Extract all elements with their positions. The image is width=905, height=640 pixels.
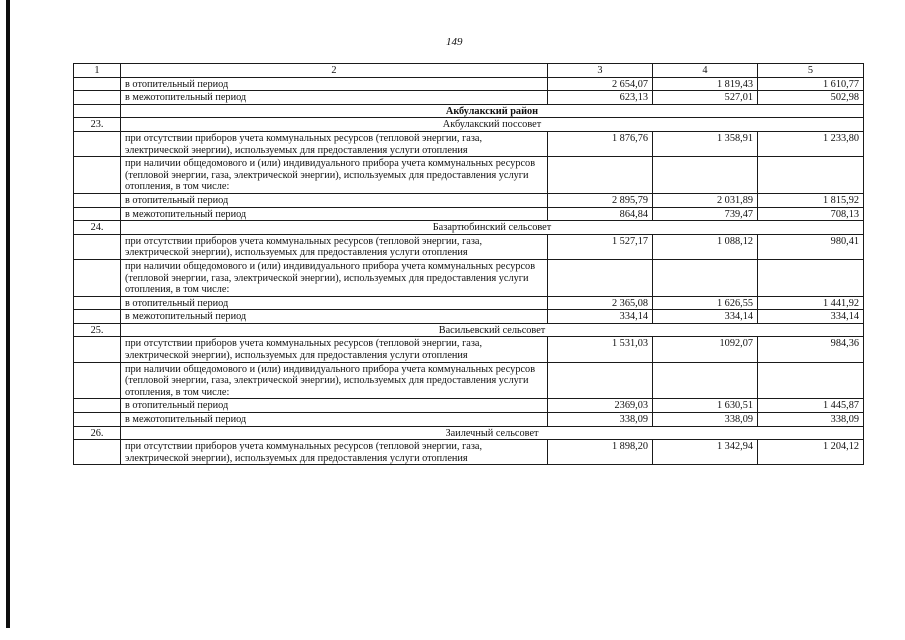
column-number-5: 5 xyxy=(758,64,864,78)
value-col-3: 338,09 xyxy=(548,413,653,427)
row-description: при отсутствии приборов учета коммунальных ресурсов (тепловой энергии, газа, электрической энергии), используемых для предоставления услуги отопления xyxy=(121,440,548,465)
value-col-3 xyxy=(548,259,653,296)
table-row xyxy=(74,296,864,310)
value-col-4 xyxy=(653,157,758,194)
value-col-5: 1 204,12 xyxy=(758,440,864,465)
row-index: 24. xyxy=(74,221,121,235)
value-col-4: 527,01 xyxy=(653,91,758,105)
value-col-5 xyxy=(758,259,864,296)
value-col-4: 1 819,43 xyxy=(653,77,758,91)
table-row xyxy=(74,413,864,427)
row-description: в межотопительный период xyxy=(121,310,548,324)
settlement-name: Акбулакский поссовет xyxy=(121,118,864,132)
index-cell xyxy=(74,91,121,105)
index-cell xyxy=(74,104,121,118)
value-col-5: 1 445,87 xyxy=(758,399,864,413)
value-col-3: 2 654,07 xyxy=(548,77,653,91)
value-col-3: 1 531,03 xyxy=(548,337,653,362)
district-name: Акбулакский район xyxy=(121,104,864,118)
value-col-5: 338,09 xyxy=(758,413,864,427)
row-description: при наличии общедомового и (или) индивидуального прибора учета коммунальных ресурсов (тепловой энергии, газа, электрической энергии), используемых для предоставления услуги отопления, в том числе: xyxy=(121,362,548,399)
value-col-4: 338,09 xyxy=(653,413,758,427)
value-col-3: 2369,03 xyxy=(548,399,653,413)
index-cell xyxy=(74,413,121,427)
value-col-4: 1 630,51 xyxy=(653,399,758,413)
table-row xyxy=(74,91,864,105)
row-description: в межотопительный период xyxy=(121,413,548,427)
index-cell xyxy=(74,77,121,91)
value-col-4: 1 626,55 xyxy=(653,296,758,310)
settlement-heading-row xyxy=(74,426,864,440)
value-col-5: 980,41 xyxy=(758,234,864,259)
value-col-5: 334,14 xyxy=(758,310,864,324)
row-description: в отопительный период xyxy=(121,296,548,310)
page-number: 149 xyxy=(446,36,463,48)
index-cell xyxy=(74,310,121,324)
index-cell xyxy=(74,399,121,413)
row-description: при отсутствии приборов учета коммунальных ресурсов (тепловой энергии, газа, электрической энергии), используемых для предоставления услуги отопления xyxy=(121,337,548,362)
row-description: в отопительный период xyxy=(121,399,548,413)
value-col-5: 1 610,77 xyxy=(758,77,864,91)
value-col-3: 1 876,76 xyxy=(548,131,653,156)
column-number-2: 2 xyxy=(121,64,548,78)
value-col-3: 2 365,08 xyxy=(548,296,653,310)
index-cell xyxy=(74,193,121,207)
index-cell xyxy=(74,337,121,362)
table-row xyxy=(74,440,864,465)
settlement-heading-row xyxy=(74,221,864,235)
row-description: при отсутствии приборов учета коммунальных ресурсов (тепловой энергии, газа, электрической энергии), используемых для предоставления услуги отопления xyxy=(121,234,548,259)
index-cell xyxy=(74,207,121,221)
value-col-5: 708,13 xyxy=(758,207,864,221)
value-col-5: 502,98 xyxy=(758,91,864,105)
value-col-3: 1 898,20 xyxy=(548,440,653,465)
settlement-heading-row xyxy=(74,118,864,132)
value-col-3: 864,84 xyxy=(548,207,653,221)
value-col-4: 334,14 xyxy=(653,310,758,324)
value-col-4: 739,47 xyxy=(653,207,758,221)
settlement-name: Заилечный сельсовет xyxy=(121,426,864,440)
table-row xyxy=(74,234,864,259)
index-cell xyxy=(74,296,121,310)
value-col-4 xyxy=(653,259,758,296)
value-col-3: 2 895,79 xyxy=(548,193,653,207)
index-cell xyxy=(74,362,121,399)
row-index: 25. xyxy=(74,323,121,337)
table-row xyxy=(74,310,864,324)
district-heading-row xyxy=(74,104,864,118)
row-description: в межотопительный период xyxy=(121,207,548,221)
value-col-5: 1 233,80 xyxy=(758,131,864,156)
row-description: при наличии общедомового и (или) индивидуального прибора учета коммунальных ресурсов (тепловой энергии, газа, электрической энергии), используемых для предоставления услуги отопления, в том числе: xyxy=(121,259,548,296)
table-row xyxy=(74,259,864,296)
table-row xyxy=(74,157,864,194)
table-row xyxy=(74,399,864,413)
index-cell xyxy=(74,157,121,194)
value-col-5: 984,36 xyxy=(758,337,864,362)
column-number-4: 4 xyxy=(653,64,758,78)
scan-edge-shadow xyxy=(6,0,10,628)
value-col-4: 1 342,94 xyxy=(653,440,758,465)
value-col-4: 1 088,12 xyxy=(653,234,758,259)
index-cell xyxy=(74,259,121,296)
column-number-1: 1 xyxy=(74,64,121,78)
value-col-3 xyxy=(548,362,653,399)
row-description: в межотопительный период xyxy=(121,91,548,105)
value-col-4 xyxy=(653,362,758,399)
index-cell xyxy=(74,131,121,156)
column-number-3: 3 xyxy=(548,64,653,78)
value-col-4: 1092,07 xyxy=(653,337,758,362)
row-index: 26. xyxy=(74,426,121,440)
value-col-3: 1 527,17 xyxy=(548,234,653,259)
value-col-3: 623,13 xyxy=(548,91,653,105)
value-col-5: 1 441,92 xyxy=(758,296,864,310)
value-col-5: 1 815,92 xyxy=(758,193,864,207)
table-row xyxy=(74,207,864,221)
value-col-3 xyxy=(548,157,653,194)
settlement-name: Базартюбинский сельсовет xyxy=(121,221,864,235)
value-col-4: 1 358,91 xyxy=(653,131,758,156)
table-row xyxy=(74,337,864,362)
table-row xyxy=(74,77,864,91)
settlement-name: Васильевский сельсовет xyxy=(121,323,864,337)
tariff-table xyxy=(73,63,864,465)
tariff-table-body xyxy=(74,64,864,465)
value-col-3: 334,14 xyxy=(548,310,653,324)
value-col-4: 2 031,89 xyxy=(653,193,758,207)
row-description: при отсутствии приборов учета коммунальных ресурсов (тепловой энергии, газа, электрической энергии), используемых для предоставления услуги отопления xyxy=(121,131,548,156)
row-description: при наличии общедомового и (или) индивидуального прибора учета коммунальных ресурсов (тепловой энергии, газа, электрической энергии), используемых для предоставления услуги отопления, в том числе: xyxy=(121,157,548,194)
index-cell xyxy=(74,234,121,259)
value-col-5 xyxy=(758,362,864,399)
row-index: 23. xyxy=(74,118,121,132)
index-cell xyxy=(74,440,121,465)
column-number-header-row xyxy=(74,64,864,78)
row-description: в отопительный период xyxy=(121,77,548,91)
table-row xyxy=(74,362,864,399)
row-description: в отопительный период xyxy=(121,193,548,207)
settlement-heading-row xyxy=(74,323,864,337)
value-col-5 xyxy=(758,157,864,194)
table-row xyxy=(74,131,864,156)
table-row xyxy=(74,193,864,207)
